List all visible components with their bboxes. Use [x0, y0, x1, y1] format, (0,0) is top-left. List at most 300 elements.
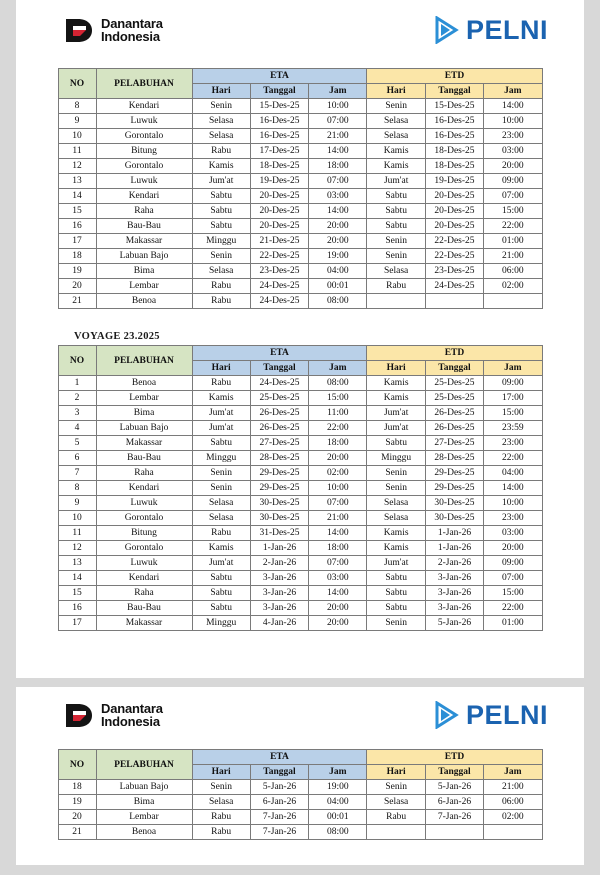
cell-no: 11 [58, 144, 96, 159]
cell-etd-hari: Kamis [367, 541, 425, 556]
table-row [58, 496, 542, 511]
cell-no: 16 [58, 601, 96, 616]
cell-eta-tanggal: 6-Jan-26 [250, 795, 308, 810]
cell-eta-jam: 19:00 [309, 249, 367, 264]
schedule-table-2-wrap [16, 345, 584, 631]
cell-eta-tanggal: 23-Des-25 [250, 264, 308, 279]
col-header-etd-jam: Jam [484, 361, 542, 376]
col-header-etd-tanggal: Tanggal [425, 84, 483, 99]
col-header-eta-tanggal: Tanggal [250, 361, 308, 376]
table-row [58, 466, 542, 481]
cell-eta-hari: Senin [192, 481, 250, 496]
cell-etd-tanggal: 24-Des-25 [425, 279, 483, 294]
cell-etd-jam: 15:00 [484, 586, 542, 601]
cell-pelabuhan: Kendari [96, 189, 192, 204]
pelni-wordmark-2: PELNI [465, 700, 548, 730]
table-row [58, 511, 542, 526]
cell-no: 11 [58, 526, 96, 541]
col-header-eta: ETA [192, 750, 367, 765]
table-row [58, 436, 542, 451]
cell-eta-hari: Kamis [192, 391, 250, 406]
cell-eta-jam: 21:00 [309, 511, 367, 526]
cell-no: 21 [58, 294, 96, 309]
cell-etd-jam: 21:00 [484, 780, 542, 795]
cell-eta-tanggal: 24-Des-25 [250, 294, 308, 309]
col-header-eta-hari: Hari [192, 361, 250, 376]
cell-eta-jam: 03:00 [309, 571, 367, 586]
col-header-etd: ETD [367, 750, 542, 765]
cell-eta-hari: Kamis [192, 541, 250, 556]
cell-etd-hari: Sabtu [367, 436, 425, 451]
cell-pelabuhan: Kendari [96, 481, 192, 496]
cell-eta-tanggal: 27-Des-25 [250, 436, 308, 451]
table-row [58, 219, 542, 234]
cell-eta-tanggal: 28-Des-25 [250, 451, 308, 466]
schedule-table-2 [58, 345, 543, 631]
table-row [58, 264, 542, 279]
pelni-logo-2 [434, 701, 548, 729]
cell-etd-tanggal: 3-Jan-26 [425, 571, 483, 586]
cell-etd-hari: Jum'at [367, 556, 425, 571]
table-row [58, 481, 542, 496]
col-header-eta-jam: Jam [309, 765, 367, 780]
cell-eta-jam: 14:00 [309, 204, 367, 219]
cell-pelabuhan: Benoa [96, 376, 192, 391]
cell-etd-jam: 01:00 [484, 234, 542, 249]
cell-etd-jam: 02:00 [484, 279, 542, 294]
cell-no: 21 [58, 825, 96, 840]
table-row [58, 601, 542, 616]
cell-etd-hari: Jum'at [367, 174, 425, 189]
cell-eta-jam: 18:00 [309, 436, 367, 451]
cell-etd-hari: Selasa [367, 129, 425, 144]
danantara-line-2: Indonesia [101, 714, 160, 729]
cell-eta-tanggal: 26-Des-25 [250, 421, 308, 436]
cell-etd-tanggal: 23-Des-25 [425, 264, 483, 279]
cell-etd-hari: Selasa [367, 114, 425, 129]
cell-etd-hari [367, 294, 425, 309]
cell-eta-tanggal: 5-Jan-26 [250, 780, 308, 795]
cell-eta-hari: Selasa [192, 129, 250, 144]
cell-etd-jam: 03:00 [484, 144, 542, 159]
cell-no: 3 [58, 406, 96, 421]
cell-eta-hari: Minggu [192, 616, 250, 631]
cell-eta-tanggal: 4-Jan-26 [250, 616, 308, 631]
danantara-mark-icon [64, 17, 94, 44]
cell-etd-tanggal: 20-Des-25 [425, 219, 483, 234]
cell-no: 9 [58, 496, 96, 511]
cell-pelabuhan: Benoa [96, 294, 192, 309]
cell-etd-jam: 23:00 [484, 511, 542, 526]
cell-eta-hari: Selasa [192, 114, 250, 129]
table-header-row-top [58, 750, 542, 765]
cell-etd-jam: 06:00 [484, 795, 542, 810]
cell-etd-jam: 01:00 [484, 616, 542, 631]
cell-eta-jam: 18:00 [309, 159, 367, 174]
cell-pelabuhan: Benoa [96, 825, 192, 840]
cell-etd-hari: Sabtu [367, 189, 425, 204]
cell-eta-hari: Sabtu [192, 204, 250, 219]
cell-no: 17 [58, 234, 96, 249]
danantara-mark-icon [64, 702, 94, 729]
cell-eta-tanggal: 3-Jan-26 [250, 571, 308, 586]
cell-etd-jam: 10:00 [484, 114, 542, 129]
table-row [58, 391, 542, 406]
cell-no: 1 [58, 376, 96, 391]
cell-etd-tanggal: 30-Des-25 [425, 496, 483, 511]
cell-no: 13 [58, 174, 96, 189]
cell-pelabuhan: Lembar [96, 810, 192, 825]
cell-etd-hari: Kamis [367, 144, 425, 159]
cell-eta-jam: 20:00 [309, 234, 367, 249]
cell-eta-hari: Jum'at [192, 421, 250, 436]
cell-eta-jam: 02:00 [309, 466, 367, 481]
cell-no: 13 [58, 556, 96, 571]
cell-etd-hari: Selasa [367, 511, 425, 526]
cell-eta-tanggal: 30-Des-25 [250, 511, 308, 526]
cell-etd-tanggal: 2-Jan-26 [425, 556, 483, 571]
table-row [58, 780, 542, 795]
table-row [58, 526, 542, 541]
cell-etd-jam: 04:00 [484, 466, 542, 481]
cell-eta-hari: Sabtu [192, 601, 250, 616]
cell-no: 14 [58, 189, 96, 204]
cell-etd-hari: Sabtu [367, 204, 425, 219]
danantara-line-1: Danantara [101, 15, 163, 31]
cell-eta-hari: Jum'at [192, 174, 250, 189]
cell-etd-hari: Selasa [367, 795, 425, 810]
cell-eta-hari: Jum'at [192, 556, 250, 571]
cell-etd-hari: Sabtu [367, 219, 425, 234]
cell-eta-hari: Sabtu [192, 571, 250, 586]
cell-pelabuhan: Luwuk [96, 174, 192, 189]
cell-eta-tanggal: 1-Jan-26 [250, 541, 308, 556]
cell-no: 7 [58, 466, 96, 481]
col-header-pelabuhan: PELABUHAN [96, 346, 192, 376]
table-row [58, 279, 542, 294]
cell-no: 5 [58, 436, 96, 451]
cell-eta-jam: 04:00 [309, 264, 367, 279]
cell-pelabuhan: Bima [96, 264, 192, 279]
cell-eta-tanggal: 26-Des-25 [250, 406, 308, 421]
cell-eta-tanggal: 19-Des-25 [250, 174, 308, 189]
col-header-eta-jam: Jam [309, 84, 367, 99]
cell-etd-jam: 03:00 [484, 526, 542, 541]
cell-eta-hari: Senin [192, 780, 250, 795]
cell-etd-tanggal [425, 294, 483, 309]
col-header-eta-hari: Hari [192, 84, 250, 99]
cell-etd-jam: 02:00 [484, 810, 542, 825]
cell-eta-jam: 21:00 [309, 129, 367, 144]
cell-etd-hari: Kamis [367, 391, 425, 406]
cell-eta-jam: 14:00 [309, 586, 367, 601]
cell-eta-tanggal: 31-Des-25 [250, 526, 308, 541]
cell-etd-tanggal: 15-Des-25 [425, 99, 483, 114]
cell-pelabuhan: Labuan Bajo [96, 780, 192, 795]
cell-etd-tanggal: 22-Des-25 [425, 249, 483, 264]
table-row [58, 294, 542, 309]
col-header-etd-tanggal: Tanggal [425, 765, 483, 780]
cell-etd-tanggal: 30-Des-25 [425, 511, 483, 526]
cell-no: 8 [58, 99, 96, 114]
cell-eta-hari: Rabu [192, 376, 250, 391]
cell-eta-tanggal: 20-Des-25 [250, 219, 308, 234]
page-header-1 [16, 10, 584, 46]
cell-etd-tanggal: 25-Des-25 [425, 391, 483, 406]
cell-etd-jam: 09:00 [484, 174, 542, 189]
col-header-no: NO [58, 69, 96, 99]
cell-etd-hari: Senin [367, 780, 425, 795]
cell-etd-jam [484, 294, 542, 309]
cell-etd-jam: 20:00 [484, 541, 542, 556]
cell-eta-hari: Selasa [192, 795, 250, 810]
cell-no: 10 [58, 129, 96, 144]
cell-eta-jam: 08:00 [309, 294, 367, 309]
schedule-table-1 [58, 68, 543, 309]
cell-eta-jam: 07:00 [309, 556, 367, 571]
col-header-etd: ETD [367, 346, 542, 361]
col-header-etd-hari: Hari [367, 361, 425, 376]
cell-pelabuhan: Raha [96, 204, 192, 219]
cell-eta-hari: Kamis [192, 159, 250, 174]
cell-etd-jam: 22:00 [484, 601, 542, 616]
col-header-no: NO [58, 750, 96, 780]
cell-no: 12 [58, 541, 96, 556]
page-break [0, 678, 600, 687]
cell-etd-hari: Senin [367, 99, 425, 114]
cell-etd-tanggal: 5-Jan-26 [425, 616, 483, 631]
cell-pelabuhan: Makassar [96, 436, 192, 451]
cell-eta-jam: 20:00 [309, 616, 367, 631]
col-header-etd-hari: Hari [367, 84, 425, 99]
cell-eta-jam: 04:00 [309, 795, 367, 810]
cell-eta-tanggal: 30-Des-25 [250, 496, 308, 511]
cell-etd-jam: 14:00 [484, 99, 542, 114]
cell-eta-hari: Rabu [192, 810, 250, 825]
cell-eta-tanggal: 16-Des-25 [250, 114, 308, 129]
cell-no: 4 [58, 421, 96, 436]
cell-etd-jam: 09:00 [484, 556, 542, 571]
cell-eta-jam: 11:00 [309, 406, 367, 421]
cell-no: 19 [58, 795, 96, 810]
schedule-sheet-2 [16, 687, 584, 865]
table-row [58, 406, 542, 421]
table-row [58, 795, 542, 810]
table-row [58, 249, 542, 264]
cell-pelabuhan: Luwuk [96, 556, 192, 571]
table-header-row-top [58, 346, 542, 361]
cell-eta-jam: 19:00 [309, 780, 367, 795]
pelni-wordmark: PELNI [465, 15, 548, 45]
cell-pelabuhan: Bitung [96, 144, 192, 159]
col-header-eta-tanggal: Tanggal [250, 84, 308, 99]
cell-etd-jam: 22:00 [484, 451, 542, 466]
cell-eta-hari: Sabtu [192, 586, 250, 601]
cell-etd-hari: Minggu [367, 451, 425, 466]
table-row [58, 541, 542, 556]
cell-eta-jam: 20:00 [309, 219, 367, 234]
danantara-logo [64, 17, 163, 44]
col-header-eta: ETA [192, 346, 367, 361]
cell-etd-jam: 15:00 [484, 406, 542, 421]
cell-no: 10 [58, 511, 96, 526]
cell-etd-hari: Jum'at [367, 421, 425, 436]
cell-eta-jam: 20:00 [309, 451, 367, 466]
cell-etd-jam: 17:00 [484, 391, 542, 406]
cell-eta-jam: 14:00 [309, 526, 367, 541]
cell-etd-hari: Sabtu [367, 571, 425, 586]
table-row [58, 421, 542, 436]
cell-pelabuhan: Labuan Bajo [96, 421, 192, 436]
cell-no: 15 [58, 586, 96, 601]
cell-etd-tanggal: 18-Des-25 [425, 144, 483, 159]
table-row [58, 99, 542, 114]
cell-no: 14 [58, 571, 96, 586]
cell-etd-jam: 20:00 [484, 159, 542, 174]
schedule-table-1-wrap [16, 68, 584, 309]
table-row [58, 159, 542, 174]
cell-no: 19 [58, 264, 96, 279]
cell-no: 9 [58, 114, 96, 129]
cell-pelabuhan: Makassar [96, 616, 192, 631]
pelni-logo [434, 16, 548, 44]
cell-etd-jam: 15:00 [484, 204, 542, 219]
cell-etd-tanggal: 20-Des-25 [425, 204, 483, 219]
cell-no: 20 [58, 810, 96, 825]
cell-etd-tanggal: 1-Jan-26 [425, 526, 483, 541]
cell-pelabuhan: Bau-Bau [96, 601, 192, 616]
cell-etd-hari: Kamis [367, 526, 425, 541]
cell-eta-jam: 08:00 [309, 376, 367, 391]
cell-etd-hari: Senin [367, 616, 425, 631]
col-header-no: NO [58, 346, 96, 376]
cell-eta-jam: 20:00 [309, 601, 367, 616]
cell-etd-tanggal: 25-Des-25 [425, 376, 483, 391]
cell-eta-tanggal: 29-Des-25 [250, 466, 308, 481]
cell-eta-jam: 22:00 [309, 421, 367, 436]
cell-eta-hari: Rabu [192, 825, 250, 840]
col-header-pelabuhan: PELABUHAN [96, 750, 192, 780]
cell-pelabuhan: Gorontalo [96, 129, 192, 144]
table-row [58, 571, 542, 586]
cell-etd-tanggal: 26-Des-25 [425, 406, 483, 421]
cell-no: 6 [58, 451, 96, 466]
cell-pelabuhan: Gorontalo [96, 159, 192, 174]
cell-pelabuhan: Bitung [96, 526, 192, 541]
cell-etd-tanggal: 16-Des-25 [425, 129, 483, 144]
cell-etd-tanggal: 27-Des-25 [425, 436, 483, 451]
col-header-pelabuhan: PELABUHAN [96, 69, 192, 99]
cell-eta-hari: Selasa [192, 511, 250, 526]
col-header-eta-jam: Jam [309, 361, 367, 376]
cell-eta-hari: Selasa [192, 496, 250, 511]
table-row [58, 114, 542, 129]
cell-eta-hari: Selasa [192, 264, 250, 279]
danantara-logo-2 [64, 702, 163, 729]
cell-etd-tanggal: 26-Des-25 [425, 421, 483, 436]
cell-pelabuhan: Bau-Bau [96, 451, 192, 466]
cell-eta-tanggal: 20-Des-25 [250, 204, 308, 219]
cell-eta-hari: Sabtu [192, 219, 250, 234]
cell-etd-jam [484, 825, 542, 840]
cell-eta-jam: 10:00 [309, 481, 367, 496]
cell-no: 20 [58, 279, 96, 294]
table-row [58, 810, 542, 825]
cell-etd-hari: Senin [367, 466, 425, 481]
danantara-line-2: Indonesia [101, 29, 160, 44]
cell-etd-tanggal: 7-Jan-26 [425, 810, 483, 825]
schedule-table-3-wrap [16, 749, 584, 840]
table-header-row-top [58, 69, 542, 84]
cell-etd-tanggal: 28-Des-25 [425, 451, 483, 466]
cell-etd-jam: 14:00 [484, 481, 542, 496]
cell-no: 12 [58, 159, 96, 174]
cell-etd-tanggal: 22-Des-25 [425, 234, 483, 249]
cell-eta-tanggal: 18-Des-25 [250, 159, 308, 174]
cell-etd-hari: Senin [367, 234, 425, 249]
pelni-mark-icon [434, 701, 460, 729]
table-row [58, 586, 542, 601]
cell-etd-tanggal: 20-Des-25 [425, 189, 483, 204]
pelni-mark-icon [434, 16, 460, 44]
cell-etd-hari: Kamis [367, 159, 425, 174]
cell-pelabuhan: Luwuk [96, 114, 192, 129]
cell-pelabuhan: Bau-Bau [96, 219, 192, 234]
cell-etd-hari: Rabu [367, 279, 425, 294]
cell-etd-jam: 23:59 [484, 421, 542, 436]
cell-eta-tanggal: 17-Des-25 [250, 144, 308, 159]
cell-etd-hari: Sabtu [367, 586, 425, 601]
cell-eta-tanggal: 21-Des-25 [250, 234, 308, 249]
cell-eta-hari: Jum'at [192, 406, 250, 421]
cell-etd-hari: Jum'at [367, 406, 425, 421]
cell-eta-jam: 10:00 [309, 99, 367, 114]
page-header-2 [16, 695, 584, 731]
cell-eta-hari: Senin [192, 466, 250, 481]
cell-pelabuhan: Luwuk [96, 496, 192, 511]
cell-eta-jam: 08:00 [309, 825, 367, 840]
cell-etd-tanggal: 3-Jan-26 [425, 601, 483, 616]
cell-eta-hari: Senin [192, 249, 250, 264]
cell-etd-jam: 10:00 [484, 496, 542, 511]
schedule-sheet-1 [16, 0, 584, 678]
cell-eta-tanggal: 24-Des-25 [250, 279, 308, 294]
cell-eta-tanggal: 24-Des-25 [250, 376, 308, 391]
cell-eta-hari: Senin [192, 99, 250, 114]
cell-etd-jam: 23:00 [484, 129, 542, 144]
cell-etd-hari: Senin [367, 481, 425, 496]
cell-pelabuhan: Gorontalo [96, 541, 192, 556]
cell-etd-tanggal: 29-Des-25 [425, 481, 483, 496]
cell-etd-hari: Selasa [367, 496, 425, 511]
cell-pelabuhan: Gorontalo [96, 511, 192, 526]
cell-eta-hari: Rabu [192, 144, 250, 159]
table-row [58, 129, 542, 144]
cell-pelabuhan: Kendari [96, 571, 192, 586]
cell-etd-tanggal: 16-Des-25 [425, 114, 483, 129]
cell-eta-tanggal: 25-Des-25 [250, 391, 308, 406]
cell-no: 16 [58, 219, 96, 234]
cell-pelabuhan: Kendari [96, 99, 192, 114]
cell-eta-tanggal: 7-Jan-26 [250, 825, 308, 840]
table-row [58, 204, 542, 219]
cell-eta-tanggal: 2-Jan-26 [250, 556, 308, 571]
cell-eta-hari: Sabtu [192, 189, 250, 204]
cell-etd-jam: 07:00 [484, 189, 542, 204]
cell-etd-jam: 22:00 [484, 219, 542, 234]
cell-pelabuhan: Lembar [96, 391, 192, 406]
cell-etd-tanggal: 29-Des-25 [425, 466, 483, 481]
